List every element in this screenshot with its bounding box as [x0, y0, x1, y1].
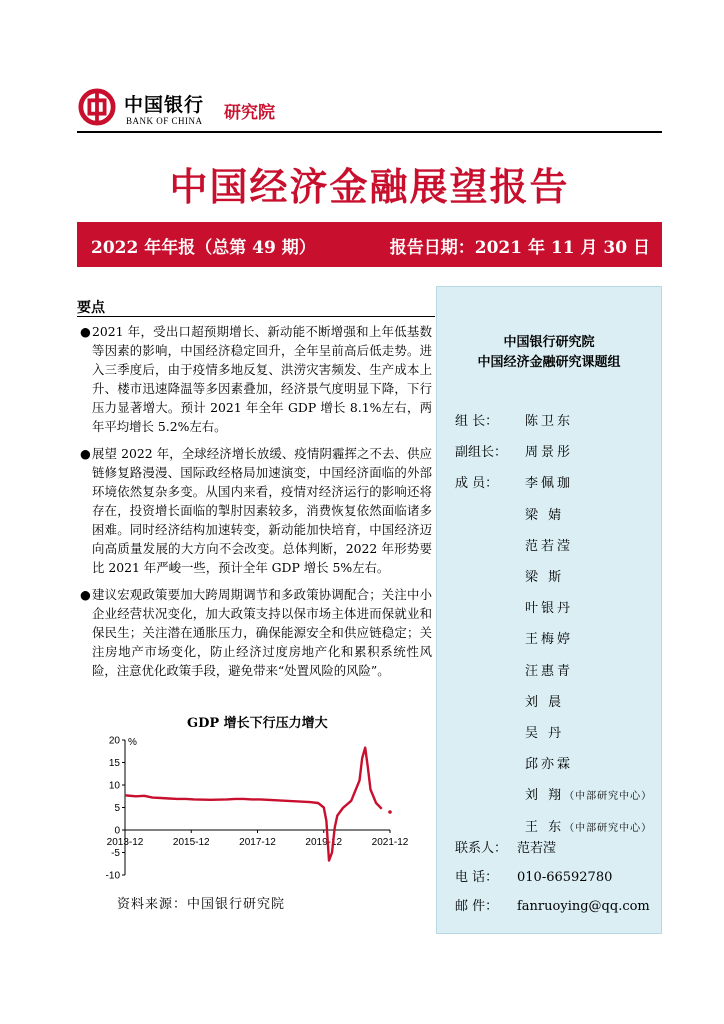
summary-bullet [80, 585, 432, 680]
team-member-row [455, 660, 573, 679]
summary-bullet [80, 322, 432, 436]
team-member-row [455, 566, 564, 585]
x-tick-label: 2019-12 [305, 837, 343, 848]
bullet-text: 建议宏观政策要加大跨周期调节和多政策协调配合；关注中小企业经营状况变化，加大政策支持以保市场主体进而保就业和保民生；关注潜在通胀压力，确保能源安全和供应链稳定；关注房地产市场变化，防止经济过度房地产化和累积系统性风险，注意优化政策手段，避免带来“处置风险的风险”。 [92, 587, 432, 678]
team-member-row [455, 441, 573, 460]
team-member-row [455, 691, 564, 710]
bank-of-china-logo-icon [78, 88, 116, 126]
forecast-point [388, 810, 392, 814]
member-name: 李佩珈 [525, 476, 574, 492]
member-name: 王 东 [525, 819, 565, 835]
summary-bullets [80, 322, 432, 688]
team-member-row [455, 504, 564, 523]
sidebar [436, 286, 662, 934]
team-member-row [455, 753, 573, 772]
bullet-dot-icon: ● [80, 587, 91, 602]
team-member-row [455, 628, 573, 647]
member-note: （中部研究中心） [564, 822, 653, 834]
y-tick-label: 10 [108, 780, 120, 792]
member-role: 成 员： [455, 476, 499, 492]
institute-name: 研究院 [224, 103, 275, 123]
member-name: 刘 翔 [525, 788, 565, 804]
x-tick-label: 2017-12 [239, 837, 276, 848]
y-tick-label: -5 [111, 848, 120, 859]
team-member-row [455, 722, 564, 741]
x-tick-label: 2015-12 [172, 837, 210, 848]
member-role: 副组长： [455, 445, 508, 461]
team-member-row [455, 472, 573, 491]
sidebar-org: 中国银行研究院 [503, 335, 595, 350]
contact-value: fanruoying@qq.com [517, 899, 650, 914]
contact-row [455, 866, 612, 885]
member-name: 叶银丹 [525, 601, 574, 617]
team-member-row [455, 816, 652, 835]
member-name: 邱亦霖 [525, 757, 574, 773]
member-name: 汪惠青 [525, 663, 574, 679]
contact-row [455, 895, 650, 914]
contact-value: 范若滢 [517, 841, 557, 856]
member-name: 梁 婧 [525, 507, 565, 523]
contact-label: 联系人： [455, 841, 508, 856]
bullet-dot-icon: ● [80, 446, 91, 461]
x-tick-label: 2013-12 [106, 837, 144, 848]
bank-logo [78, 88, 288, 132]
member-name: 刘 晨 [525, 694, 565, 710]
bullet-dot-icon: ● [80, 324, 91, 339]
member-name: 陈卫东 [525, 414, 574, 429]
member-name: 吴 丹 [525, 726, 565, 741]
y-tick-label: -10 [105, 870, 120, 882]
issue-number: 2022 年年报（总第 49 期） [91, 238, 316, 258]
y-unit-label: % [128, 737, 137, 748]
report-date: 报告日期：2021 年 11 月 30 日 [389, 238, 650, 258]
contact-label: 电 话： [455, 870, 499, 885]
member-name: 周景彤 [525, 445, 574, 461]
contact-value: 010-66592780 [517, 870, 613, 885]
chart-title: GDP 增长下行压力增大 [187, 716, 328, 731]
bullet-text: 展望 2022 年，全球经济增长放缓、疫情阴霾挥之不去、供应链修复路漫漫、国际政经格局加速演变，中国经济面临的外部环境依然复杂多变。从国内来看，疫情对经济运行的影响还将存在，投资增长面临的掣肘因素较多，消费恢复依然面临诸多困难。同时经济结构加速转变，新动能加快培育，中国经济迈向高质量发展的大方向不会改变。总体判断，2022 年形势要比 2021 年严峻一些，预计全年 GDP 增长 5%左右。 [92, 446, 432, 575]
member-name: 范若滢 [525, 538, 574, 554]
summary-rule [77, 316, 435, 317]
team-member-row [455, 597, 573, 616]
sidebar-group: 中国经济金融研究课题组 [477, 355, 621, 370]
member-note: （中部研究中心） [564, 791, 653, 803]
y-tick-label: 5 [114, 803, 120, 814]
team-member-row [455, 784, 652, 803]
logo-chinese-name: 中国银行 [124, 94, 205, 116]
logo-english-name: BANK OF CHINA [126, 116, 203, 126]
header-rule [77, 131, 662, 133]
y-tick-label: 20 [108, 735, 120, 747]
summary-heading: 要点 [77, 300, 105, 316]
member-name: 王梅婷 [525, 632, 574, 648]
contact-label: 邮 件： [455, 899, 499, 914]
team-member-row [455, 535, 573, 554]
issue-bar [77, 222, 662, 267]
team-member-row [455, 410, 573, 429]
gdp-line-chart [90, 730, 420, 885]
y-tick-label: 15 [108, 758, 120, 769]
chart-source: 资料来源：中国银行研究院 [117, 897, 286, 912]
contact-row [455, 837, 556, 856]
member-role: 组 长： [455, 414, 499, 429]
report-title: 中国经济金融展望报告 [169, 164, 570, 209]
x-tick-label: 2021-12 [371, 837, 409, 848]
member-name: 梁 斯 [525, 570, 565, 585]
summary-bullet [80, 444, 432, 577]
bullet-text: 2021 年，受出口超预期增长、新动能不断增强和上年低基数等因素的影响，中国经济稳定回升，全年呈前高后低走势。进入三季度后，由于疫情多地反复、洪涝灾害频发、生产成本上升、楼市迅速降温等多因素叠加，经济景气度明显下降，下行压力显著增大。预计 2021 年全年 GDP 增长 8.1%左右，两年平均增长 5.2%左右。 [92, 324, 432, 434]
y-tick-label: 0 [114, 825, 120, 837]
